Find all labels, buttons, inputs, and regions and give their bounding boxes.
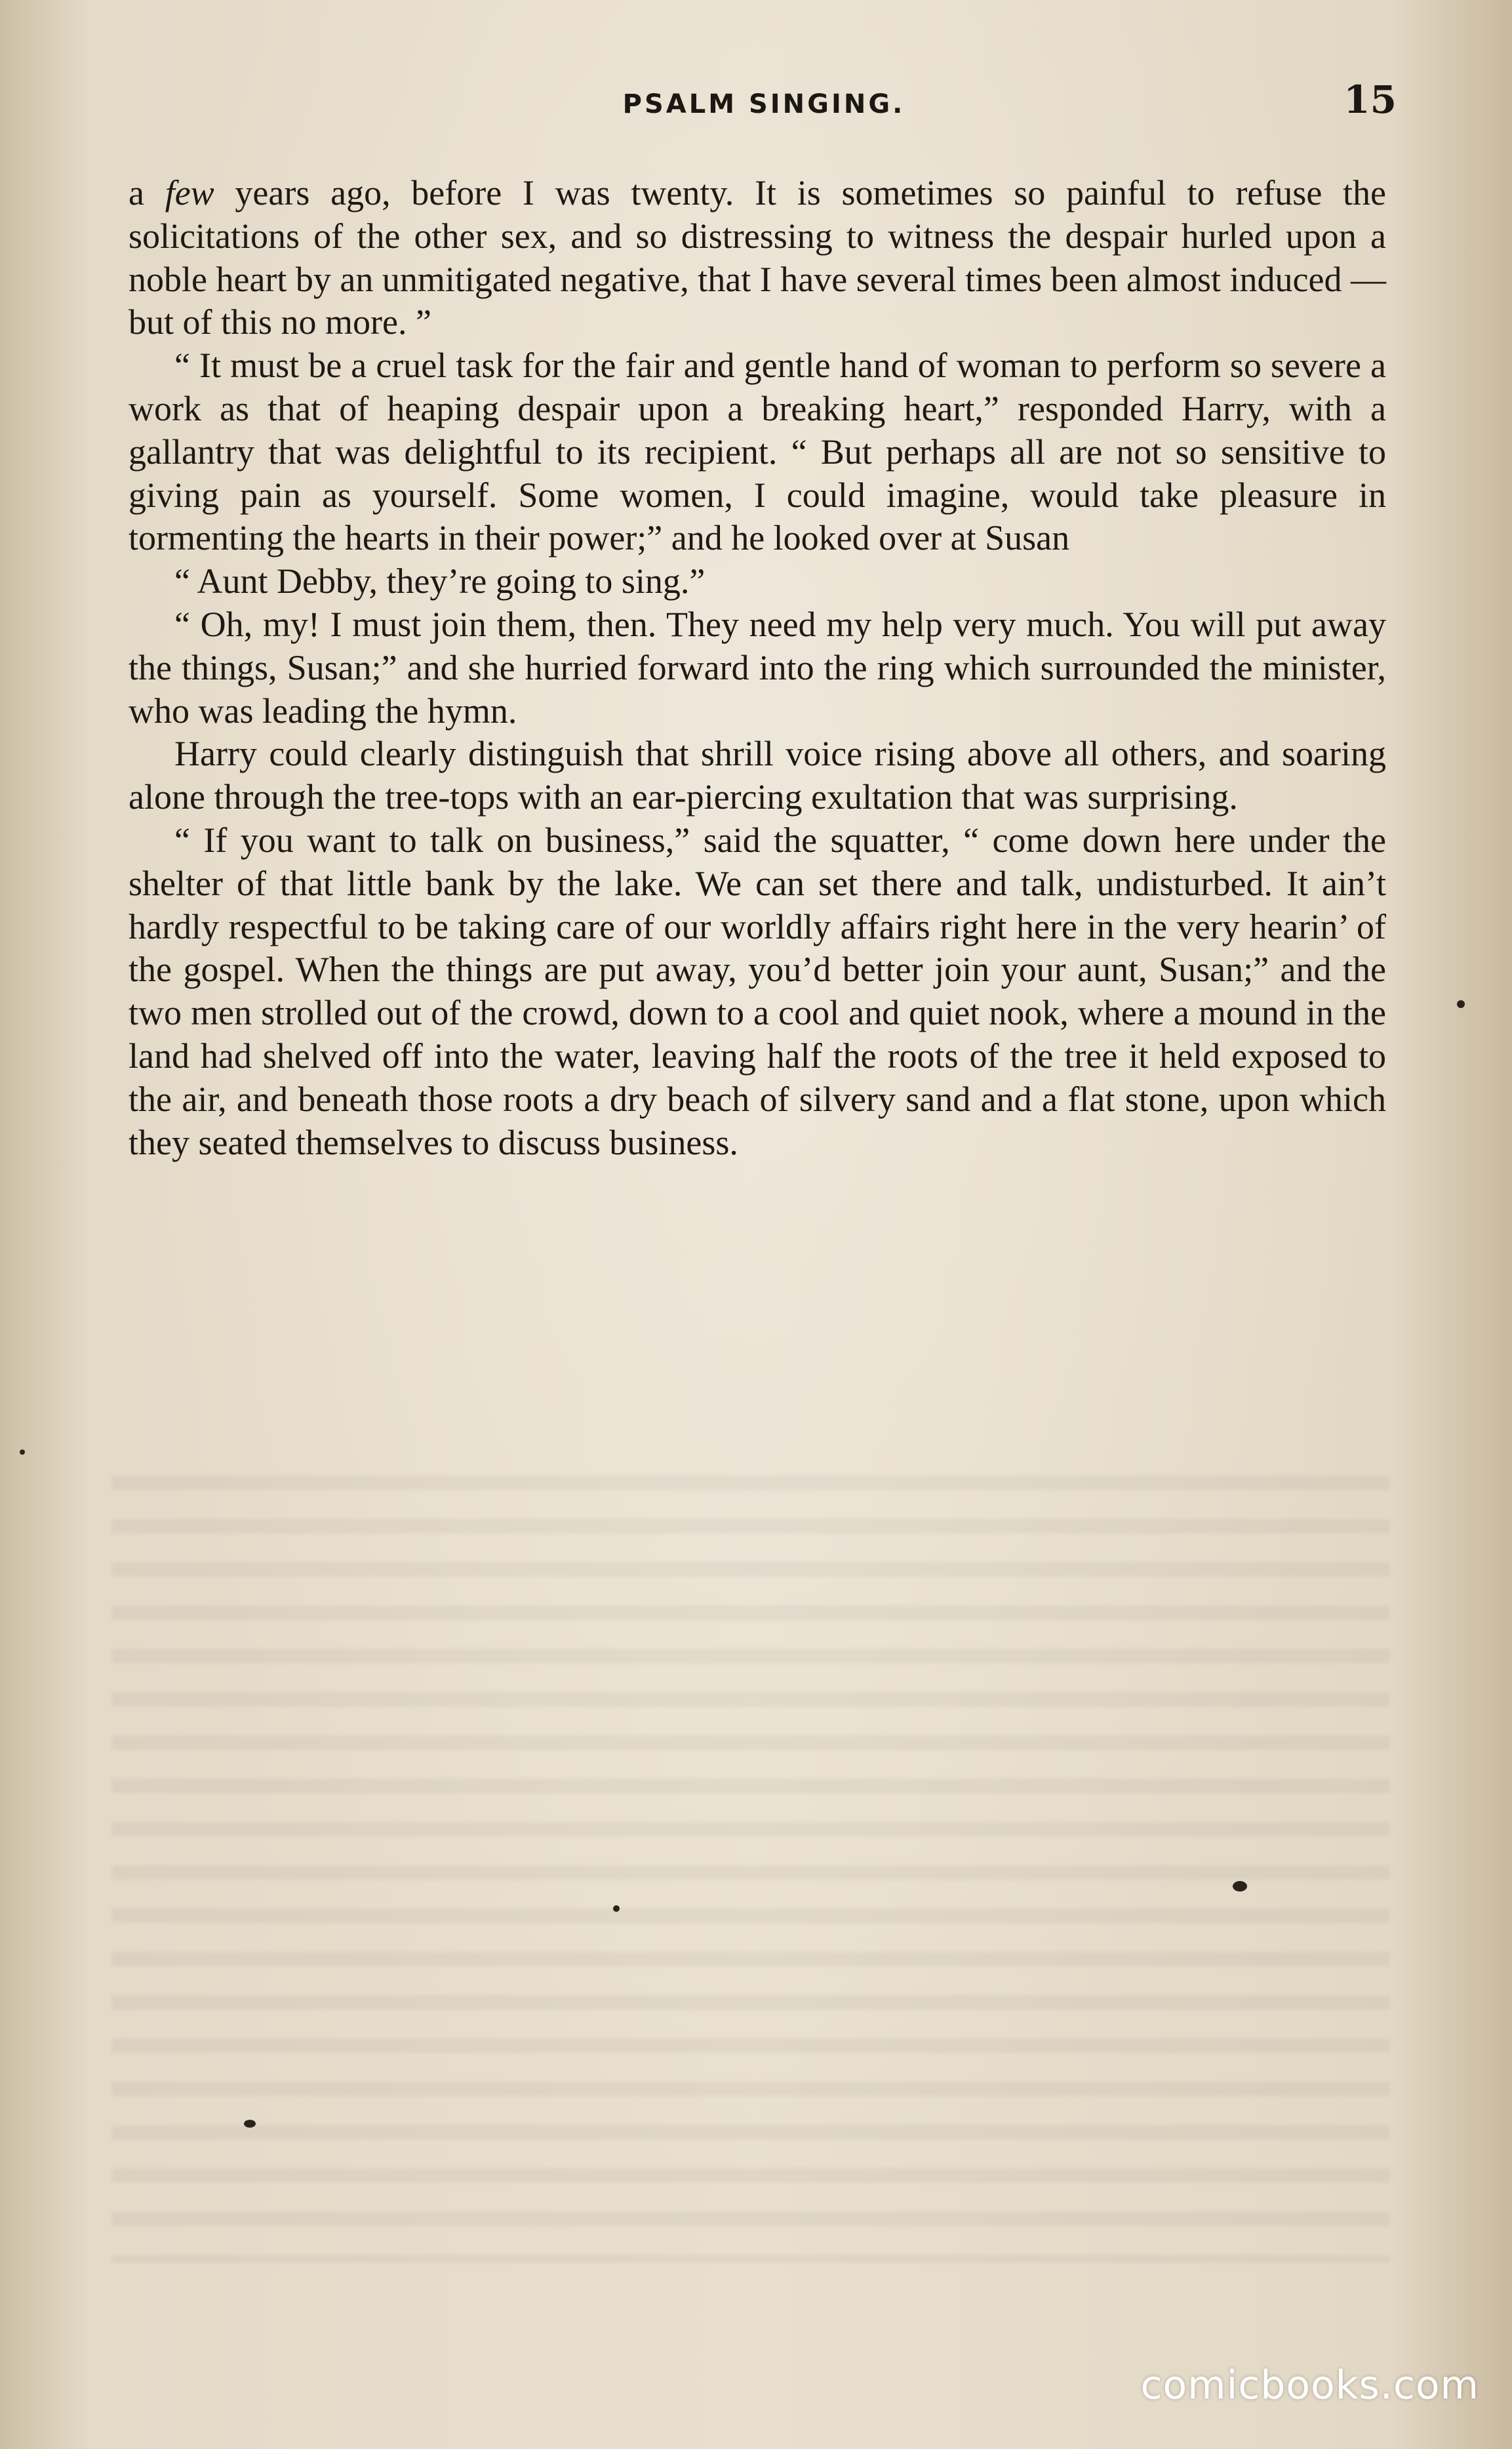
page-header	[131, 77, 1397, 130]
paper-speck	[20, 1449, 25, 1455]
paper-speck	[1457, 1000, 1465, 1008]
paragraph-3: “ Aunt Debby, they’re going to sing.”	[174, 561, 706, 601]
page-number: 15	[1343, 77, 1397, 122]
paper-speck	[613, 1905, 620, 1912]
paper-speck	[244, 2120, 256, 2128]
paragraph-5: Harry could clearly distinguish that shrill voice rising above all others, and soaring alone through the tree-tops with an ear-piercing exultation that was surprising.	[129, 734, 1386, 817]
paper-speck	[1233, 1881, 1247, 1892]
paragraph-6: “ If you want to talk on business,” said the squatter, “ come down here under the shelter of that little bank by the lake. We can set there and talk, undisturbed. It ain’t hardly respectful to be taking care of our worldly affairs right here in the very hearin’ of the gospel. When the things are put away, you’d better join your aunt, Susan;” and the two men strolled out of the crowd, down to a cool and quiet nook, where a mound in the land had shelved off into the water, leaving half the roots of the tree it held exposed to the air, and beneath those roots a dry beach of silvery sand and a flat stone, upon which they seated themselves to discuss business.	[129, 820, 1386, 1162]
paragraph-1	[129, 172, 1386, 344]
watermark: comicbooks.com	[1140, 2362, 1479, 2408]
paragraph-1-italic-word: few	[165, 173, 214, 213]
running-head: PSALM SINGING.	[622, 89, 905, 119]
body-text	[129, 172, 1386, 1164]
paragraph-1-text: years ago, before I was twenty. It is sometimes so painful to refuse the solicitations of the other sex, and so distressing to witness the despair hurled upon a noble heart by an unmitigated negative, that I have several times been almost induced — but of this no more. ”	[129, 173, 1386, 342]
paragraph-1-lead: a	[129, 173, 165, 213]
paragraph-2: “ It must be a cruel task for the fair and gentle hand of woman to perform so severe a work as that of heaping despair upon a breaking heart,” responded Harry, with a gallantry that was delightful to its recipient. “ But perhaps all are not so sensitive to giving pain as yourself. Some women, I could imagine, would take pleasure in tormenting the hearts in their power;” and he looked over at Susan	[129, 346, 1386, 558]
paragraph-4: “ Oh, my! I must join them, then. They need my help very much. You will put away the things, Susan;” and she hurried forward into the ring which surrounded the minister, who was leading the hymn.	[129, 604, 1386, 731]
show-through-bleed	[111, 1476, 1390, 2263]
